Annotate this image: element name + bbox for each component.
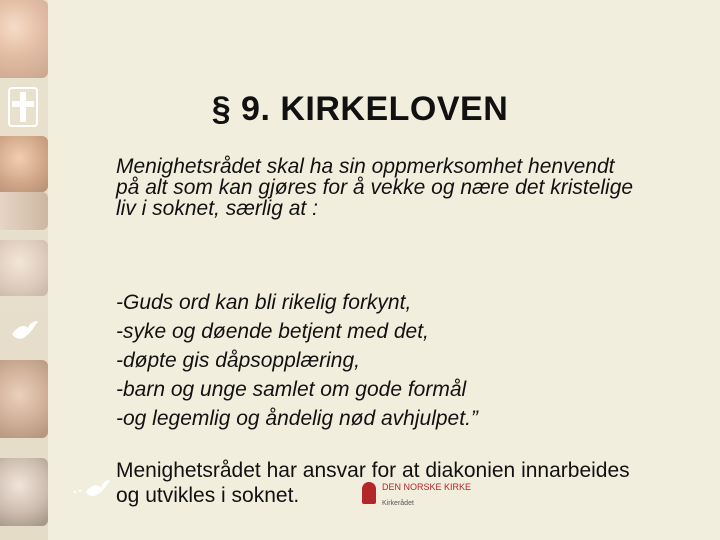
intro-paragraph: Menighetsrådet skal ha sin oppmerksomhet henvendt på alt som kan gjøres for å vekke og nære det kristelige liv i soknet, særlig at : bbox=[116, 155, 634, 220]
dove-icon bbox=[10, 318, 40, 346]
photo-elderly-hands bbox=[0, 360, 48, 438]
photo-child bbox=[0, 0, 48, 78]
duty-list bbox=[116, 288, 656, 433]
photo-family bbox=[0, 136, 48, 192]
photo-strip bbox=[0, 0, 48, 540]
list-item: -barn og unge samlet om gode formål bbox=[116, 378, 467, 401]
list-item: -syke og døende betjent med det, bbox=[116, 320, 429, 343]
list-item: -og legemlig og åndelig nød avhjulpet.” bbox=[116, 407, 478, 430]
logo-subtitle: Kirkerådet bbox=[382, 500, 414, 507]
list-item: -døpte gis dåpsopplæring, bbox=[116, 349, 360, 372]
dove-icon bbox=[72, 476, 112, 502]
photo-group bbox=[0, 240, 48, 296]
closing-paragraph: Menighetsrådet har ansvar for at diakonien innarbeides og utvikles i soknet. bbox=[116, 459, 630, 507]
list-item: -Guds ord kan bli rikelig forkynt, bbox=[116, 291, 412, 314]
slide-title: § 9. KIRKELOVEN bbox=[211, 90, 509, 128]
photo-elderly-man bbox=[0, 458, 48, 526]
photo-hands bbox=[0, 192, 48, 230]
logo-name: DEN NORSKE KIRKE bbox=[382, 482, 472, 492]
